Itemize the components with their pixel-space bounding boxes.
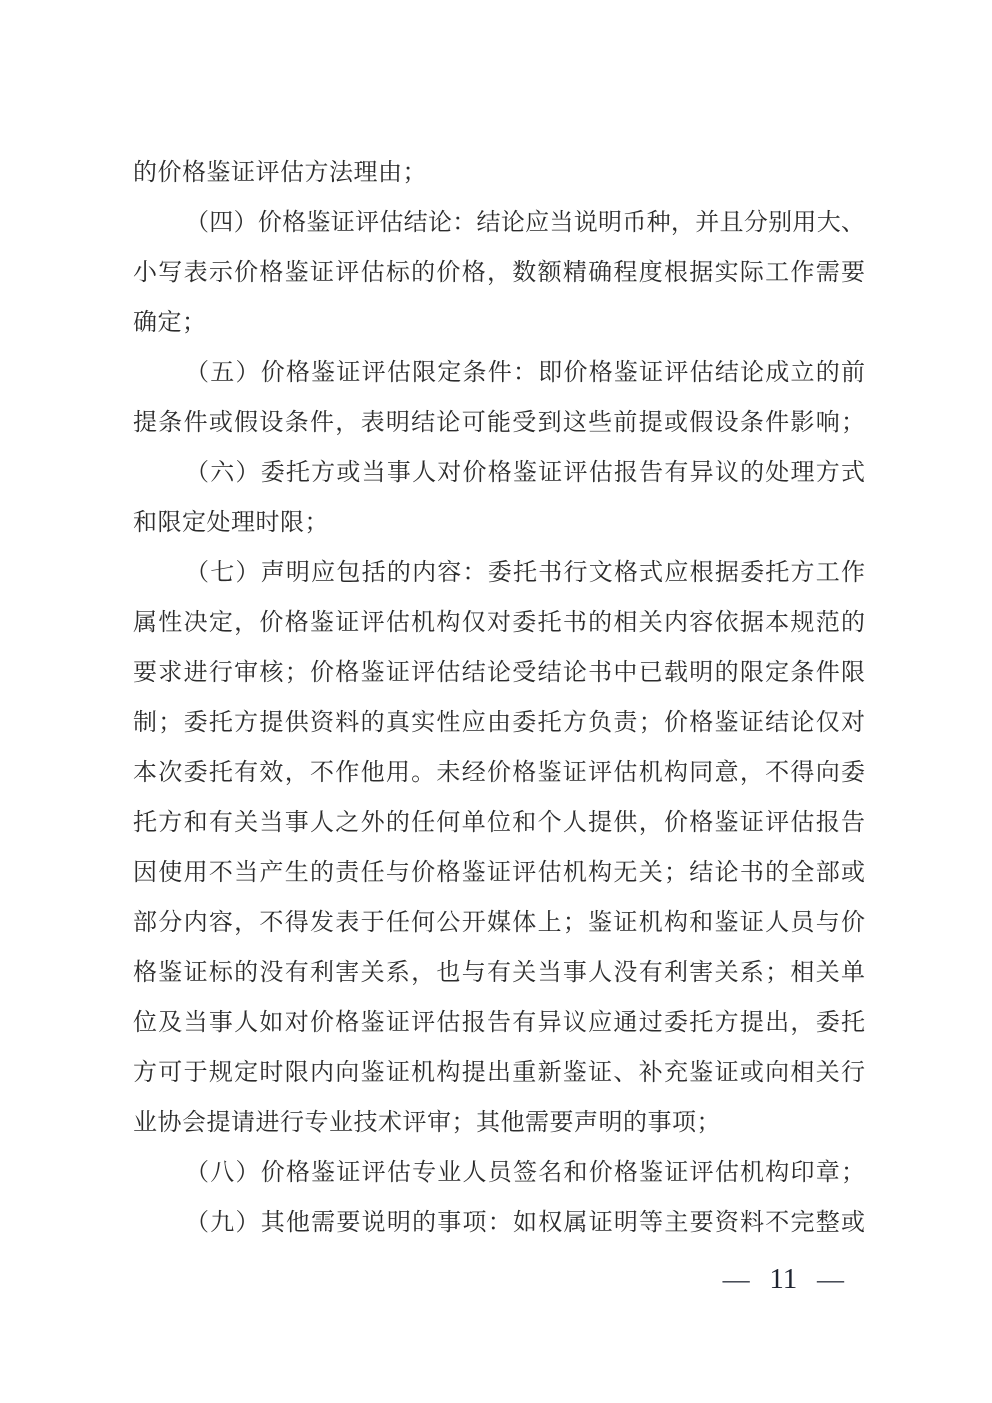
text-line: 因使用不当产生的责任与价格鉴证评估机构无关；结论书的全部或 [133,860,865,886]
text-line: 业协会提请进行专业技术评审；其他需要声明的事项； [133,1110,721,1136]
text-line: 要求进行审核；价格鉴证评估结论受结论书中已载明的限定条件限 [133,660,865,686]
text-line: （八）价格鉴证评估专业人员签名和价格鉴证评估机构印章； [185,1160,865,1186]
text-line: 确定； [133,310,207,336]
text-line: 位及当事人如对价格鉴证评估报告有异议应通过委托方提出，委托 [133,1010,865,1036]
text-line: 和限定处理时限； [133,510,329,536]
text-line: （四）价格鉴证评估结论：结论应当说明币种，并且分别用大、 [185,210,865,236]
text-line: 托方和有关当事人之外的任何单位和个人提供，价格鉴证评估报告 [133,810,865,836]
footer-left-dash: — [722,1264,750,1294]
text-line: 的价格鉴证评估方法理由； [133,160,427,186]
text-line: 制；委托方提供资料的真实性应由委托方负责；价格鉴证结论仅对 [133,710,865,736]
footer-right-dash: — [817,1264,844,1294]
text-line: （六）委托方或当事人对价格鉴证评估报告有异议的处理方式 [185,460,865,486]
text-line: 属性决定，价格鉴证评估机构仅对委托书的相关内容依据本规范的 [133,610,865,636]
document-body [133,148,865,1248]
text-line: 小写表示价格鉴证评估标的价格，数额精确程度根据实际工作需要 [133,260,865,286]
text-line: （九）其他需要说明的事项：如权属证明等主要资料不完整或 [185,1210,865,1236]
text-line: 本次委托有效，不作他用。未经价格鉴证评估机构同意，不得向委 [133,760,865,786]
text-line: 方可于规定时限内向鉴证机构提出重新鉴证、补充鉴证或向相关行 [133,1060,865,1086]
text-line: （七）声明应包括的内容：委托书行文格式应根据委托方工作 [185,560,865,586]
page-number: 11 [769,1263,798,1295]
text-line: （五）价格鉴证评估限定条件：即价格鉴证评估结论成立的前 [185,360,865,386]
text-line: 提条件或假设条件，表明结论可能受到这些前提或假设条件影响； [133,410,865,436]
page-footer [0,1258,992,1300]
text-line: 格鉴证标的没有利害关系，也与有关当事人没有利害关系；相关单 [133,960,865,986]
text-line: 部分内容，不得发表于任何公开媒体上；鉴证机构和鉴证人员与价 [133,910,865,936]
